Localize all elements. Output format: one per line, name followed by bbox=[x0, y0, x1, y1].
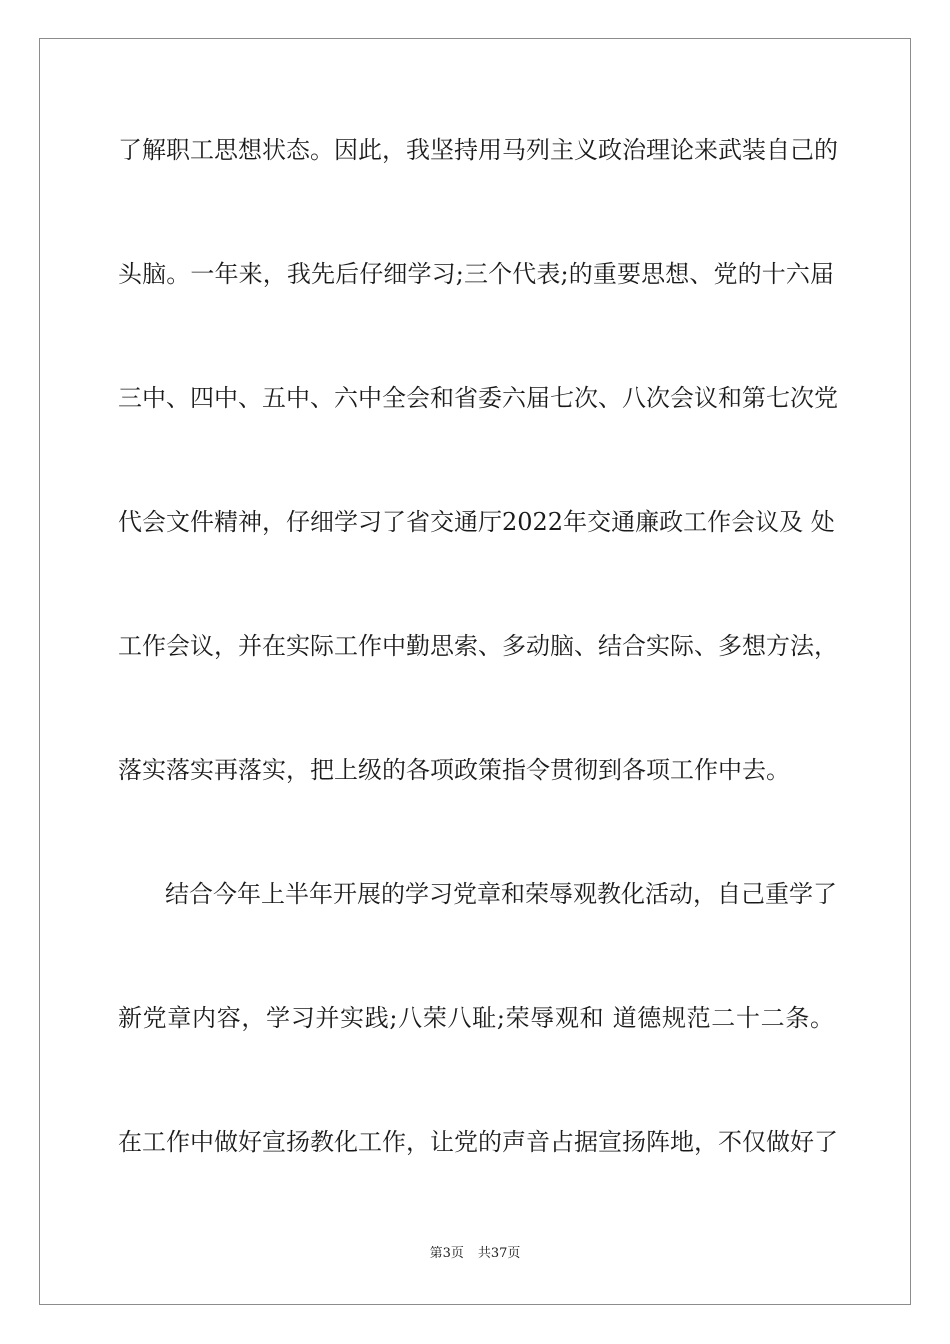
body-text-line-9: 在工作中做好宣扬教化工作，让党的声音占据宣扬阵地，不仅做好了 bbox=[118, 1128, 838, 1156]
page-border bbox=[39, 38, 911, 1305]
body-text-line-6: 落实落实再落实，把上级的各项政策指令贯彻到各项工作中去。 bbox=[118, 756, 790, 784]
body-text-line-7: 结合今年上半年开展的学习党章和荣辱观教化活动，自己重学了 bbox=[165, 880, 837, 908]
body-text-line-2: 头脑。一年来，我先后仔细学习;三个代表;的重要思想、党的十六届 bbox=[118, 260, 834, 288]
page-footer bbox=[0, 1245, 950, 1263]
body-text-line-4: 代会文件精神，仔细学习了省交通厅2022年交通廉政工作会议及 处 bbox=[118, 508, 835, 536]
page-number: 第3页 bbox=[429, 1246, 464, 1261]
body-text-line-3: 三中、四中、五中、六中全会和省委六届七次、八次会议和第七次党 bbox=[118, 384, 838, 412]
body-text-line-1: 了解职工思想状态。因此，我坚持用马列主义政治理论来武装自己的 bbox=[118, 136, 838, 164]
body-text-line-8: 新党章内容，学习并实践;八荣八耻;荣辱观和 道德规范二十二条。 bbox=[118, 1004, 834, 1032]
body-text-line-5: 工作会议，并在实际工作中勤思索、多动脑、结合实际、多想方法， bbox=[118, 632, 838, 660]
page-total: 共37页 bbox=[477, 1246, 521, 1261]
